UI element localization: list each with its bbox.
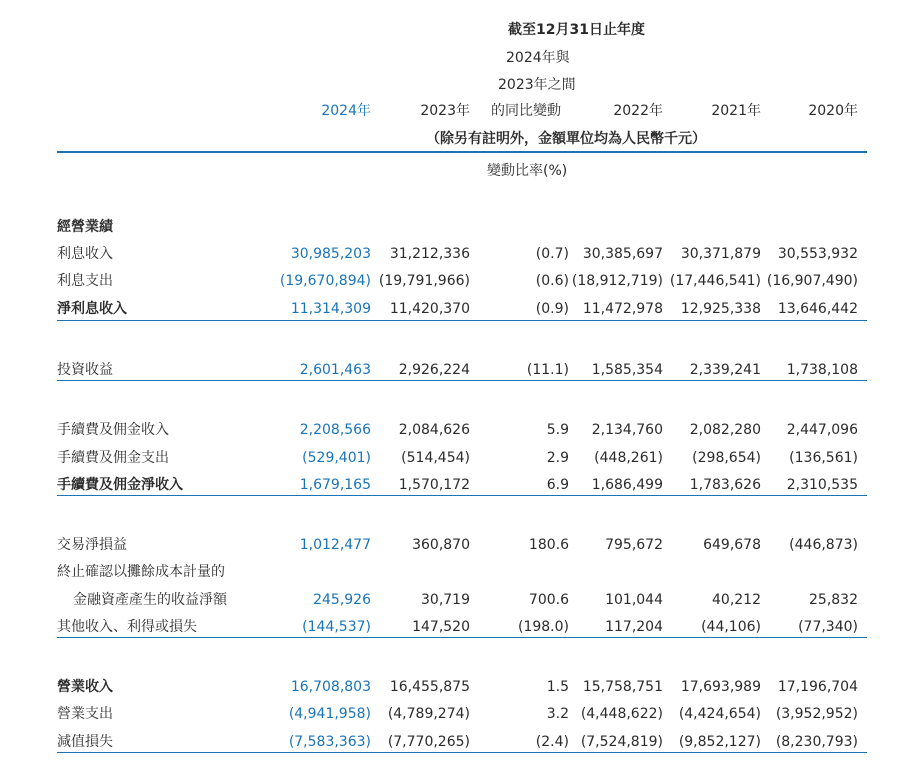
value-2022: 117,204	[605, 619, 663, 635]
value-2021: (9,852,127)	[678, 734, 761, 750]
value-change: 180.6	[528, 537, 569, 553]
value-2023: 31,212,336	[389, 246, 470, 262]
value-2023: 16,455,875	[389, 679, 470, 695]
value-2023: (7,770,265)	[387, 734, 470, 750]
value-2023: 360,870	[412, 537, 470, 553]
value-2024: 1,012,477	[299, 537, 371, 553]
value-2021: 17,693,989	[680, 679, 761, 695]
change-header-line3: 的同比變動	[491, 103, 561, 119]
value-2020: (8,230,793)	[775, 734, 858, 750]
value-2021: 12,925,338	[680, 301, 761, 317]
row-label: 交易淨損益	[57, 537, 127, 553]
divider-after-investment	[57, 380, 867, 381]
value-2021: (17,446,541)	[669, 273, 761, 289]
value-2023: (19,791,966)	[378, 273, 470, 289]
value-2024: 16,708,803	[290, 679, 371, 695]
value-change: (0.7)	[535, 246, 569, 262]
unit-note: （除另有註明外，金額單位均為人民幣千元）	[426, 131, 706, 147]
value-2023: (4,789,274)	[387, 706, 470, 722]
value-2024: (144,537)	[302, 619, 371, 635]
change-unit-label: 變動比率(%)	[487, 163, 568, 179]
value-2022: 30,385,697	[582, 246, 663, 262]
row-label: 營業收入	[57, 679, 113, 695]
period-header: 截至12月31日止年度	[508, 22, 645, 38]
value-2024: 2,208,566	[299, 422, 371, 438]
value-change: (198.0)	[517, 619, 569, 635]
value-2022: (448,261)	[594, 450, 663, 466]
value-change: 2.9	[546, 450, 569, 466]
value-2024: (19,670,894)	[279, 273, 371, 289]
row-label: 手續費及佣金收入	[57, 422, 169, 438]
value-change: (0.9)	[535, 301, 569, 317]
year-header-2022: 2022年	[613, 103, 663, 119]
value-2020: (3,952,952)	[775, 706, 858, 722]
value-change: 3.2	[546, 706, 569, 722]
value-2020: (446,873)	[789, 537, 858, 553]
value-2023: 11,420,370	[389, 301, 470, 317]
value-change: (0.6)	[535, 273, 569, 289]
value-2020: (77,340)	[798, 619, 858, 635]
change-header-line2: 2023年之間	[498, 77, 576, 93]
row-label: 利息支出	[57, 273, 113, 289]
divider-after-other-income	[57, 637, 867, 638]
value-2020: (16,907,490)	[766, 273, 858, 289]
value-2023: 30,719	[421, 592, 470, 608]
value-2024: 11,314,309	[290, 301, 371, 317]
row-label: 終止確認以攤餘成本計量的	[57, 564, 225, 580]
row-label: 手續費及佣金支出	[57, 450, 169, 466]
value-2020: (136,561)	[789, 450, 858, 466]
section-title-operating-results: 經營業績	[57, 219, 113, 235]
row-label: 營業支出	[57, 706, 113, 722]
row-label: 利息收入	[57, 246, 113, 262]
value-2021: 2,082,280	[689, 422, 761, 438]
value-change: (11.1)	[526, 362, 569, 378]
value-2024: (4,941,958)	[288, 706, 371, 722]
value-2020: 30,553,932	[777, 246, 858, 262]
row-label: 其他收入、利得或損失	[57, 619, 197, 635]
value-2024: (7,583,363)	[288, 734, 371, 750]
value-2023: 147,520	[412, 619, 470, 635]
value-2022: 2,134,760	[591, 422, 663, 438]
value-2020: 2,310,535	[786, 477, 858, 493]
value-2022: 15,758,751	[582, 679, 663, 695]
value-2024: 2,601,463	[299, 362, 371, 378]
value-2020: 17,196,704	[777, 679, 858, 695]
value-2023: 1,570,172	[398, 477, 470, 493]
change-header-line1: 2024年與	[506, 50, 570, 66]
value-2021: (44,106)	[701, 619, 761, 635]
value-2024: 245,926	[313, 592, 371, 608]
value-2022: 1,585,354	[591, 362, 663, 378]
divider-after-net-fee	[57, 495, 867, 496]
value-2021: 40,212	[712, 592, 761, 608]
value-2023: (514,454)	[401, 450, 470, 466]
year-header-2021: 2021年	[711, 103, 761, 119]
value-2022: (4,448,622)	[580, 706, 663, 722]
value-2023: 2,926,224	[398, 362, 470, 378]
value-2023: 2,084,626	[398, 422, 470, 438]
value-change: 1.5	[546, 679, 569, 695]
value-2021: 1,783,626	[689, 477, 761, 493]
value-2021: (4,424,654)	[678, 706, 761, 722]
value-2022: 795,672	[605, 537, 663, 553]
value-change: 700.6	[528, 592, 569, 608]
row-label: 手續費及佣金淨收入	[57, 477, 183, 493]
value-2022: 101,044	[605, 592, 663, 608]
value-change: 5.9	[546, 422, 569, 438]
value-change: 6.9	[546, 477, 569, 493]
value-2021: (298,654)	[692, 450, 761, 466]
value-2022: 11,472,978	[582, 301, 663, 317]
year-header-2023: 2023年	[420, 103, 470, 119]
value-2021: 30,371,879	[680, 246, 761, 262]
value-2021: 2,339,241	[689, 362, 761, 378]
value-change: (2.4)	[535, 734, 569, 750]
divider-after-impairment	[57, 752, 867, 753]
row-label: 淨利息收入	[57, 301, 127, 317]
year-header-2024: 2024年	[321, 103, 371, 119]
value-2021: 649,678	[703, 537, 761, 553]
value-2024: (529,401)	[302, 450, 371, 466]
row-label: 金融資產產生的收益淨額	[73, 592, 227, 608]
value-2024: 1,679,165	[299, 477, 371, 493]
value-2022: 1,686,499	[591, 477, 663, 493]
value-2020: 2,447,096	[786, 422, 858, 438]
value-2022: (7,524,819)	[580, 734, 663, 750]
value-2020: 13,646,442	[777, 301, 858, 317]
row-label: 減值損失	[57, 734, 113, 750]
value-2022: (18,912,719)	[571, 273, 663, 289]
value-2020: 25,832	[809, 592, 858, 608]
header-divider	[57, 151, 867, 153]
year-header-2020: 2020年	[808, 103, 858, 119]
value-2020: 1,738,108	[786, 362, 858, 378]
divider-after-net-interest	[57, 320, 867, 321]
value-2024: 30,985,203	[290, 246, 371, 262]
row-label: 投資收益	[57, 362, 113, 378]
